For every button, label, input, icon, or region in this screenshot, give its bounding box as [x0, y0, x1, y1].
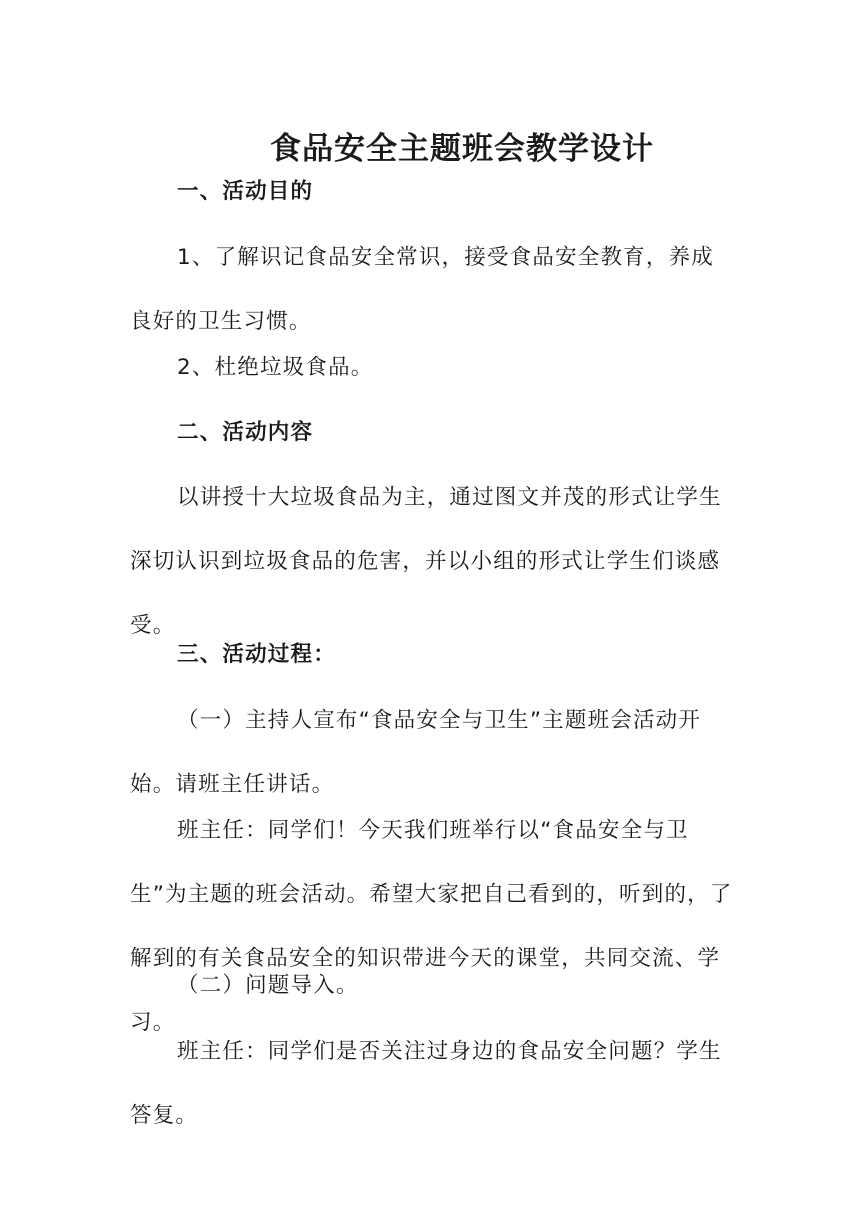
paragraph-process-step-2: （二）问题导入。 — [177, 973, 359, 998]
paragraph-content: 以讲授十大垃圾食品为主，通过图文并茂的形式让学生深切认识到垃圾食品的危害，并以小组的形式让学生们谈感受。 — [130, 485, 722, 638]
document-title: 食品安全主题班会教学设计 — [270, 130, 654, 167]
section-heading-purpose: 一、活动目的 — [177, 179, 314, 204]
section-heading-content: 二、活动内容 — [177, 420, 314, 445]
section-heading-process: 三、活动过程： — [177, 642, 336, 667]
paragraph-purpose-2: 2、杜绝垃圾食品。 — [177, 355, 374, 380]
paragraph-teacher-speech: 班主任：同学们！今天我们班举行以“食品安全与卫生”为主题的班会活动。希望大家把自己看到的，听到的，了解到的有关食品安全的知识带进今天的课堂，共同交流、学习。 — [130, 818, 733, 1035]
paragraph-process-step-1: （一）主持人宣布“食品安全与卫生”主题班会活动开始。请班主任讲话。 — [130, 708, 702, 797]
paragraph-teacher-question: 班主任：同学们是否关注过身边的食品安全问题？学生答复。 — [130, 1039, 722, 1128]
paragraph-purpose-1: 1、了解识记食品安全常识，接受食品安全教育，养成良好的卫生习惯。 — [130, 245, 714, 334]
